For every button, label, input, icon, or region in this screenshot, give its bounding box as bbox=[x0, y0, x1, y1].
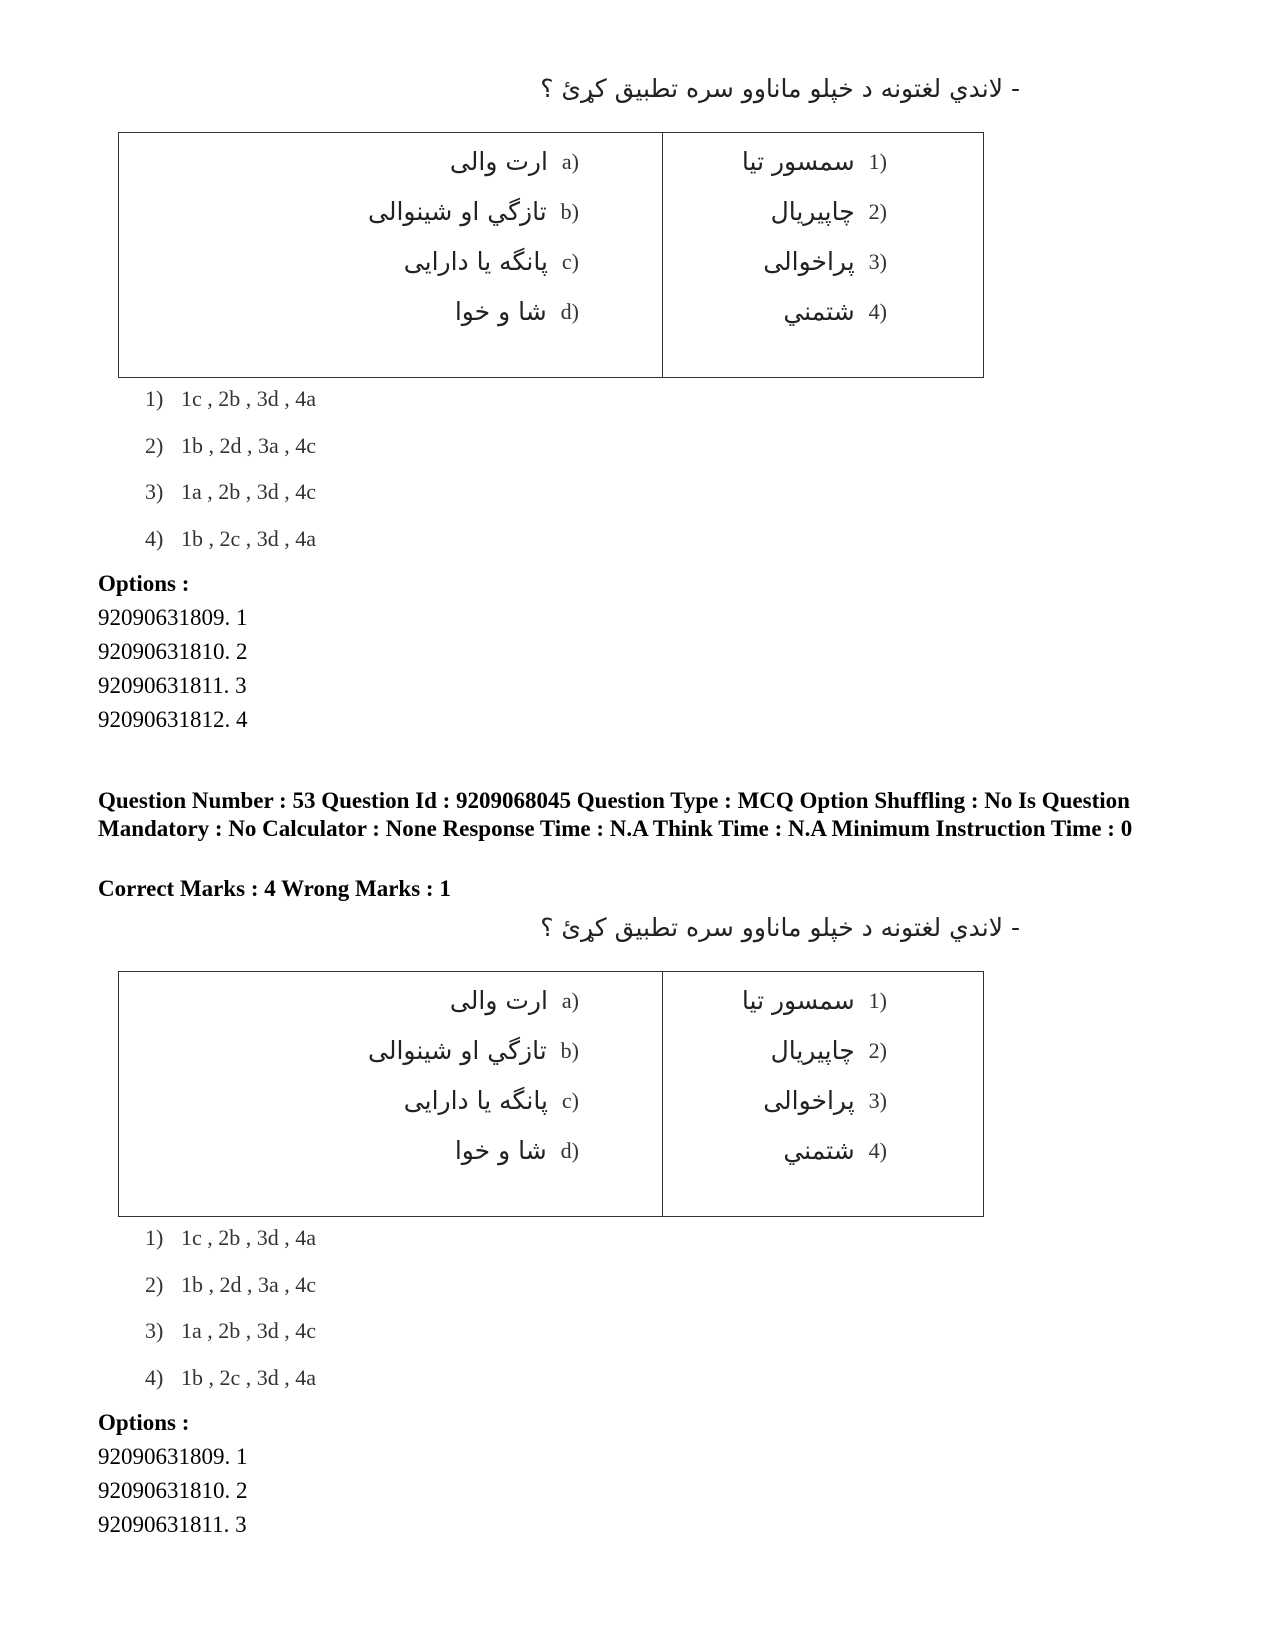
match-right-item: b) تازگي او شينوالى bbox=[368, 1036, 579, 1065]
answer-choice: 3) 1a , 2b , 3d , 4c bbox=[145, 479, 317, 504]
option-id: 92090631810. 2 bbox=[98, 1478, 248, 1503]
answer-choices bbox=[145, 1225, 316, 1411]
match-right-item: d) شا و خوا bbox=[454, 297, 579, 326]
match-left-item: 2) چاپيريال bbox=[770, 1036, 887, 1065]
match-right-item: c) پانگه يا دارايى bbox=[403, 1086, 579, 1115]
options-title: Options : bbox=[98, 571, 190, 596]
question-text: - لاندي لغتونه د خپلو ماناوو سره تطبيق کړئ ؟ bbox=[540, 74, 1020, 103]
match-table bbox=[118, 971, 984, 1217]
option-id: 92090631811. 3 bbox=[98, 1512, 247, 1537]
options-title: Options : bbox=[98, 1410, 190, 1435]
answer-choice: 1) 1c , 2b , 3d , 4a bbox=[145, 1225, 317, 1250]
match-right-item: a) ارت والى bbox=[449, 986, 579, 1015]
match-left-item: 3) پراخوالى bbox=[763, 247, 887, 276]
question-marks: Correct Marks : 4 Wrong Marks : 1 bbox=[98, 876, 451, 901]
option-id: 92090631812. 4 bbox=[98, 707, 248, 732]
options-list bbox=[98, 1406, 248, 1542]
question-text: - لاندي لغتونه د خپلو ماناوو سره تطبيق کړئ ؟ bbox=[540, 913, 1020, 942]
answer-choice: 4) 1b , 2c , 3d , 4a bbox=[145, 525, 317, 551]
question-53-block bbox=[0, 839, 1275, 1651]
match-left-item: 2) چاپيريال bbox=[770, 197, 887, 226]
table-divider bbox=[662, 972, 663, 1216]
match-left-item: 1) سمسور تيا bbox=[741, 986, 887, 1015]
answer-choice: 4) 1b , 2c , 3d , 4a bbox=[145, 1364, 317, 1390]
match-right-item: a) ارت والى bbox=[449, 147, 579, 176]
option-id: 92090631809. 1 bbox=[98, 605, 248, 630]
answer-choice: 2) 1b , 2d , 3a , 4c bbox=[145, 1271, 317, 1297]
match-right-item: d) شا و خوا bbox=[454, 1136, 579, 1165]
answer-choice: 2) 1b , 2d , 3a , 4c bbox=[145, 432, 317, 458]
match-left-item: 1) سمسور تيا bbox=[741, 147, 887, 176]
question-meta: Question Number : 53 Question Id : 9209068045 Question Type : MCQ Option Shuffling : No Is Question Mandatory : No Calculator : None Response Time : N.A Think Time : N.A Minimum Instruction Time : 0 bbox=[98, 788, 1133, 841]
options-list bbox=[98, 567, 248, 737]
match-right-item: b) تازگي او شينوالى bbox=[368, 197, 579, 226]
answer-choices bbox=[145, 386, 316, 572]
option-id: 92090631811. 3 bbox=[98, 673, 247, 698]
answer-choice: 1) 1c , 2b , 3d , 4a bbox=[145, 386, 317, 411]
table-divider bbox=[662, 133, 663, 377]
match-right-item: c) پانگه يا دارايى bbox=[403, 247, 579, 276]
option-id: 92090631809. 1 bbox=[98, 1444, 248, 1469]
match-left-item: 4) شتمني bbox=[783, 297, 887, 326]
answer-choice: 3) 1a , 2b , 3d , 4c bbox=[145, 1318, 317, 1343]
match-table bbox=[118, 132, 984, 378]
option-id: 92090631810. 2 bbox=[98, 639, 248, 664]
question-52-block bbox=[0, 0, 1275, 812]
match-left-item: 4) شتمني bbox=[783, 1136, 887, 1165]
match-left-item: 3) پراخوالى bbox=[763, 1086, 887, 1115]
